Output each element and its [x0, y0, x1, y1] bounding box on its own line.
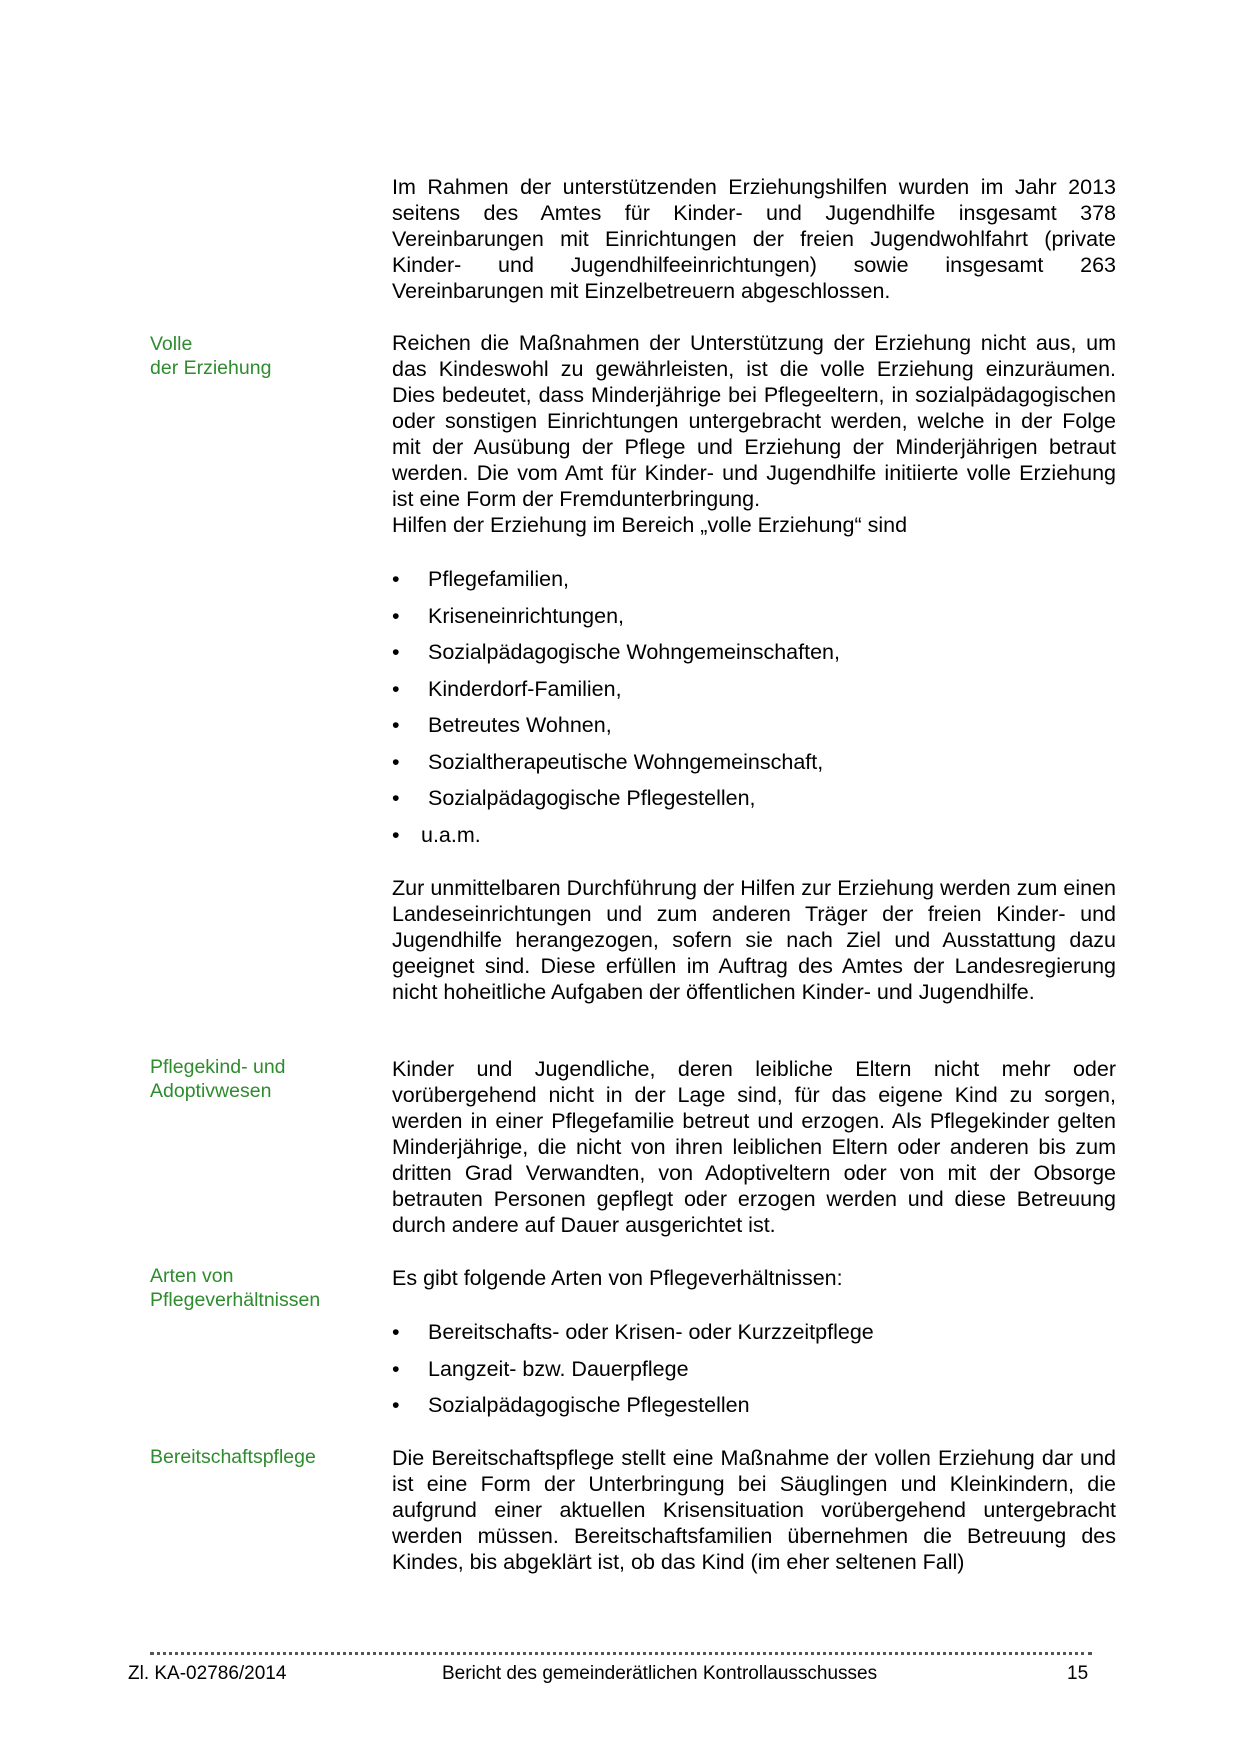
side-label-line: Volle [150, 333, 193, 355]
footer-divider [150, 1644, 1092, 1655]
paragraph-volle-erziehung-last: Hilfen der Erziehung im Bereich „volle Erziehung“ sind [392, 513, 908, 537]
list-item: • Kinderdorf-Familien, [392, 676, 1116, 713]
footer-title: Bericht des gemeinderätlichen Kontrollausschusses [442, 1663, 878, 1684]
list-item: • Pflegefamilien, [392, 566, 1116, 603]
paragraph-bereitschaft: Die Bereitschaftspflege stellt eine Maßnahme der vollen Erziehung dar und ist eine Form der Unterbringung bei Säuglingen und Kleinkindern, die aufgrund einer aktuellen Krisensituation vorübergehend untergebracht werden müssen. Bereitschaftsfamilien übernehmen die Betreuung des Kindes, bis abgeklärt ist, ob das Kind (im eher seltenen Fall) [392, 1446, 1116, 1574]
side-label-line: Adoptivwesen [150, 1080, 272, 1102]
side-label-line: Pflegeverhältnissen [150, 1289, 321, 1311]
side-label-bereitschaft [150, 1445, 360, 1469]
paragraph-volle-erziehung: Reichen die Maßnahmen der Unterstützung der Erziehung nicht aus, um das Kindeswohl zu gewährleisten, ist die volle Erziehung einzuräumen. Dies bedeutet, dass Minderjährige bei Pflegeeltern, in sozialpädagogischen oder sonstigen Einrichtungen untergebracht werden, welche in der Folge mit der Ausübung der Pflege und Erziehung der Minderjährigen betraut werden. Die vom Amt für Kinder- und Jugendhilfe initiierte volle Erziehung ist eine Form der Fremdunterbringung. [392, 331, 1116, 511]
footer-reference: Zl. KA-02786/2014 [128, 1663, 287, 1684]
list-item [392, 822, 1116, 859]
side-label-line: Arten von [150, 1265, 234, 1287]
paragraph-intro: Im Rahmen der unterstützenden Erziehungshilfen wurden im Jahr 2013 seitens des Amtes für Kinder- und Jugendhilfe insgesamt 378 Vereinbarungen mit Einrichtungen der freien Jugendwohlfahrt (private Kinder- und Jugendhilfeeinrichtungen) sowie insgesamt 263 Vereinbarungen mit Einzelbetreuern abgeschlossen. [392, 175, 1116, 303]
list-item: • Bereitschafts- oder Krisen- oder Kurzzeitpflege [392, 1319, 1116, 1356]
list-item: • Sozialtherapeutische Wohngemeinschaft, [392, 749, 1116, 786]
side-label-arten [150, 1264, 360, 1312]
list-item: • Sozialpädagogische Pflegestellen, [392, 785, 1116, 822]
list-item: • Sozialpädagogische Wohngemeinschaften, [392, 639, 1116, 676]
list-item: • Kriseneinrichtungen, [392, 603, 1116, 640]
list-arten [392, 1319, 1116, 1429]
list-volle-erziehung [392, 566, 1116, 858]
side-label-line: Pflegekind- und [150, 1056, 286, 1078]
list-item: • Betreutes Wohnen, [392, 712, 1116, 749]
side-label-pflegekind [150, 1055, 360, 1103]
paragraph-arten: Es gibt folgende Arten von Pflegeverhältnissen: [392, 1266, 843, 1290]
list-item: • Langzeit- bzw. Dauerpflege [392, 1356, 1116, 1393]
page-number: 15 [1067, 1663, 1089, 1684]
side-label-line: Bereitschaftspflege [150, 1446, 316, 1468]
paragraph-durchfuehrung: Zur unmittelbaren Durchführung der Hilfen zur Erziehung werden zum einen Landeseinrichtungen und zum anderen Träger der freien Kinder- und Jugendhilfe herangezogen, sofern sie nach Ziel und Ausstattung dazu geeignet sind. Diese erfüllen im Auftrag des Amtes der Landesregierung nicht hoheitliche Aufgaben der öffentlichen Kinder- und Jugendhilfe. [392, 876, 1116, 1004]
side-label-volle-erziehung [150, 332, 360, 380]
list-item-text: u.a.m. [421, 822, 481, 847]
paragraph-pflegekind: Kinder und Jugendliche, deren leibliche Eltern nicht mehr oder vorübergehend nicht in der Lage sind, für das eigene Kind zu sorgen, werden in einer Pflegefamilie betreut und erzogen. Als Pflegekinder gelten Minderjährige, die nicht von ihren leiblichen Eltern oder anderen bis zum dritten Grad Verwandten, von Adoptiveltern oder von mit der Obsorge betrauten Personen gepflegt oder erzogen werden und diese Betreuung durch andere auf Dauer ausgerichtet ist. [392, 1057, 1116, 1237]
list-item: • Sozialpädagogische Pflegestellen [392, 1392, 1116, 1429]
side-label-line: der Erziehung [150, 357, 272, 379]
